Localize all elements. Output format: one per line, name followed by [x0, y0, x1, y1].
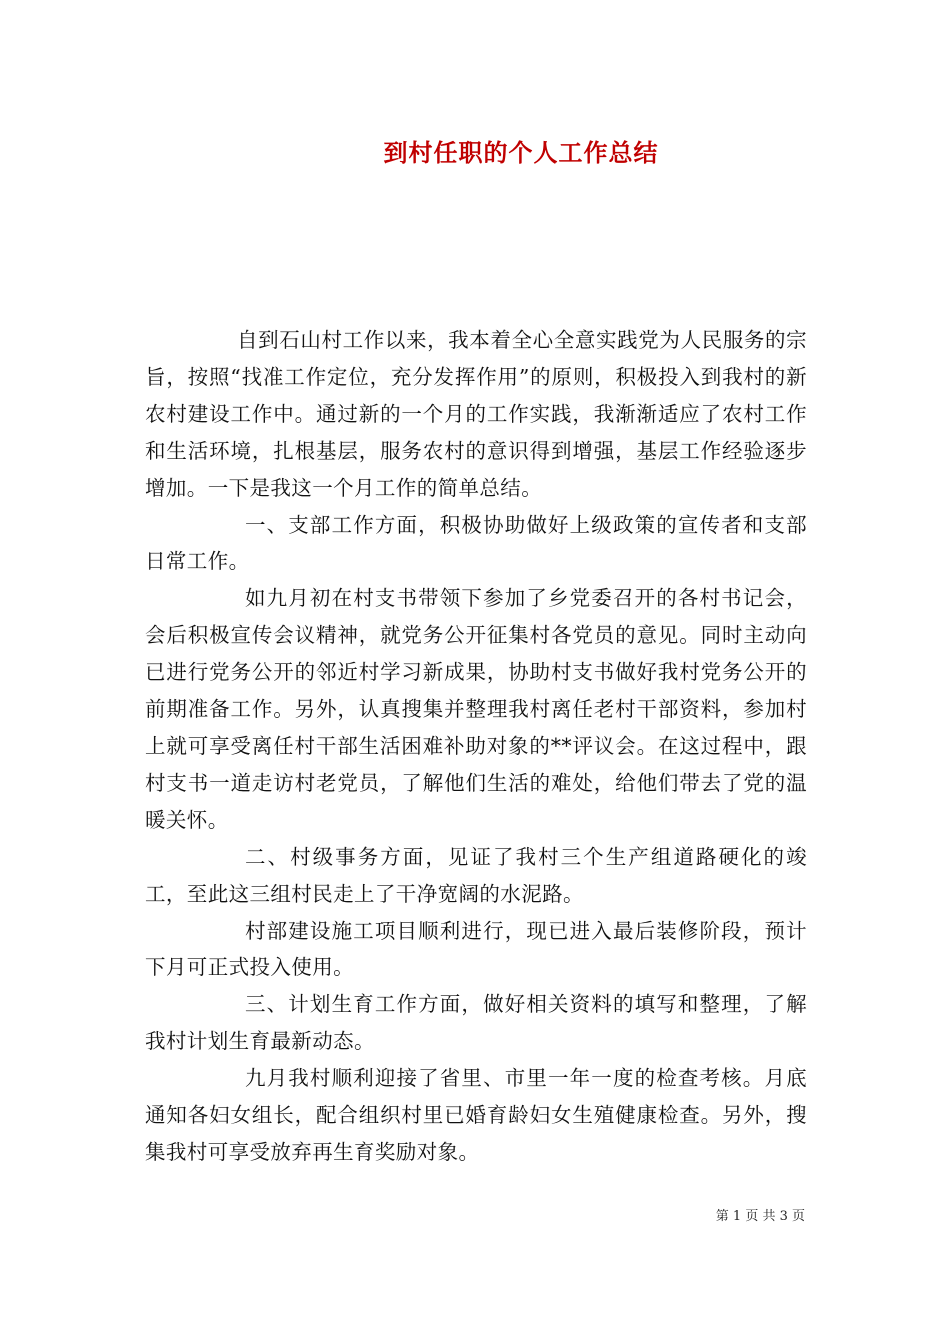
- paragraph-section-2-body: 村部建设施工项目顺利进行，现已进入最后装修阶段，预计下月可正式投入使用。: [145, 918, 807, 980]
- page-number-footer: 第 1 页 共 3 页: [715, 1209, 805, 1224]
- paragraph-section-1-heading: 一、支部工作方面，积极协助做好上级政策的宣传者和支部日常工作。: [145, 512, 807, 574]
- paragraph-section-2-heading: 二、村级事务方面，见证了我村三个生产组道路硬化的竣工，至此这三组村民走上了干净宽阔的水泥路。: [145, 844, 807, 906]
- paragraph-section-3-heading: 三、计划生育工作方面，做好相关资料的填写和整理，了解我村计划生育最新动态。: [145, 992, 807, 1054]
- paragraph-section-1-body: 如九月初在村支书带领下参加了乡党委召开的各村书记会，会后积极宣传会议精神，就党务公开征集村各党员的意见。同时主动向已进行党务公开的邻近村学习新成果，协助村支书做好我村党务公开的前期准备工作。另外，认真搜集并整理我村离任老村干部资料，参加村上就可享受离任村干部生活困难补助对象的**评议会。在这过程中，跟村支书一道走访村老党员，了解他们生活的难处，给他们带去了党的温暖关怀。: [145, 586, 807, 832]
- paragraph-section-3-body: 九月我村顺利迎接了省里、市里一年一度的检查考核。月底通知各妇女组长，配合组织村里已婚育龄妇女生殖健康检查。另外，搜集我村可享受放弃再生育奖励对象。: [145, 1066, 807, 1164]
- document-title: 到村任职的个人工作总结: [383, 139, 659, 167]
- paragraph-intro: 自到石山村工作以来，我本着全心全意实践党为人民服务的宗旨，按照“找准工作定位，充分发挥作用”的原则，积极投入到我村的新农村建设工作中。通过新的一个月的工作实践，我渐渐适应了农村工作和生活环境，扎根基层，服务农村的意识得到增强，基层工作经验逐步增加。一下是我这一个月工作的简单总结。: [145, 328, 807, 500]
- document-body: [145, 322, 807, 1171]
